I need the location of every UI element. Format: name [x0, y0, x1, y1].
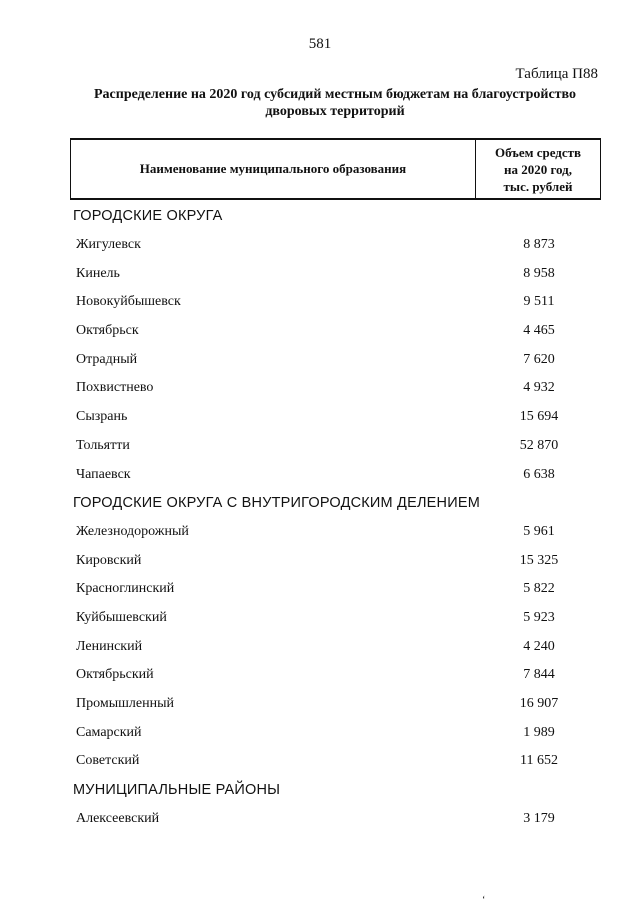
municipality-name: Октябрьск: [76, 323, 139, 339]
table-row: [70, 432, 601, 461]
amount-value: 11 652: [520, 753, 558, 769]
municipality-name: Тольятти: [76, 437, 130, 453]
municipality-name: Самарский: [76, 724, 142, 740]
scan-mark: ʻ: [482, 895, 486, 906]
amount-value: 15 325: [519, 552, 559, 568]
amount-value: 4 240: [523, 638, 555, 654]
section-heading: МУНИЦИПАЛЬНЫЕ РАЙОНЫ: [73, 782, 281, 799]
table-row: [70, 403, 601, 432]
page-number: 581: [308, 36, 332, 52]
table-row: [70, 231, 601, 260]
amount-value: 8 873: [523, 237, 555, 253]
amount-value: 6 638: [523, 466, 555, 482]
amount-value: 4 465: [523, 323, 555, 339]
amount-value: 52 870: [519, 437, 559, 453]
amount-value: 15 694: [519, 409, 559, 425]
municipality-name: Красноглинский: [76, 581, 175, 597]
amount-value: 9 511: [523, 294, 555, 310]
amount-value: 7 620: [523, 351, 555, 367]
table-id: Таблица П88: [515, 66, 598, 82]
table-row: [70, 288, 601, 317]
table-row: [70, 575, 601, 604]
municipality-name: Жигулевск: [76, 237, 141, 253]
municipality-name: Отрадный: [76, 351, 138, 367]
amount-value: 4 932: [523, 380, 555, 396]
amount-value: 7 844: [523, 667, 555, 683]
table-row: [70, 546, 601, 575]
table-title: Распределение на 2020 год субсидий местным бюджетам на благоустройство дворовых территорий: [93, 87, 577, 119]
table-row: [70, 374, 601, 403]
header-amount-column: Объем средств на 2020 год, тыс. рублей: [494, 144, 582, 194]
municipality-name: Новокуйбышевск: [76, 294, 181, 310]
table-row: [70, 718, 601, 747]
municipality-name: Чапаевск: [76, 466, 131, 482]
table-row: [70, 604, 601, 633]
municipality-name: Кинель: [76, 265, 120, 281]
table-row: [70, 317, 601, 346]
amount-value: 8 958: [523, 265, 555, 281]
table-row: [70, 804, 601, 833]
municipality-name: Советский: [76, 753, 140, 769]
table-row: [70, 259, 601, 288]
municipality-name: Куйбышевский: [76, 609, 167, 625]
municipality-name: Октябрьский: [76, 667, 154, 683]
amount-value: 3 179: [523, 810, 555, 826]
amount-value: 5 822: [523, 581, 555, 597]
table-row: [70, 460, 601, 489]
table-row: [70, 345, 601, 374]
table-row: [70, 690, 601, 719]
table-row: [70, 632, 601, 661]
amount-value: 5 961: [523, 523, 555, 539]
municipality-name: Сызрань: [76, 409, 128, 425]
amount-value: 5 923: [523, 609, 555, 625]
municipality-name: Ленинский: [76, 638, 143, 654]
municipality-name: Кировский: [76, 552, 142, 568]
table-row: [70, 661, 601, 690]
section-heading: ГОРОДСКИЕ ОКРУГА С ВНУТРИГОРОДСКИМ ДЕЛЕНИЕМ: [73, 495, 480, 512]
amount-value: 16 907: [519, 696, 559, 712]
table-row: [70, 518, 601, 547]
header-name-column: Наименование муниципального образования: [71, 140, 476, 198]
municipality-name: Похвистнево: [76, 380, 154, 396]
section-heading: ГОРОДСКИЕ ОКРУГА: [73, 208, 223, 225]
municipality-name: Алексеевский: [76, 810, 160, 826]
municipality-name: Железнодорожный: [76, 523, 189, 539]
municipality-name: Промышленный: [76, 696, 174, 712]
amount-value: 1 989: [523, 724, 555, 740]
table-row: [70, 747, 601, 776]
table-body: [70, 202, 601, 833]
table-header: [70, 138, 601, 200]
